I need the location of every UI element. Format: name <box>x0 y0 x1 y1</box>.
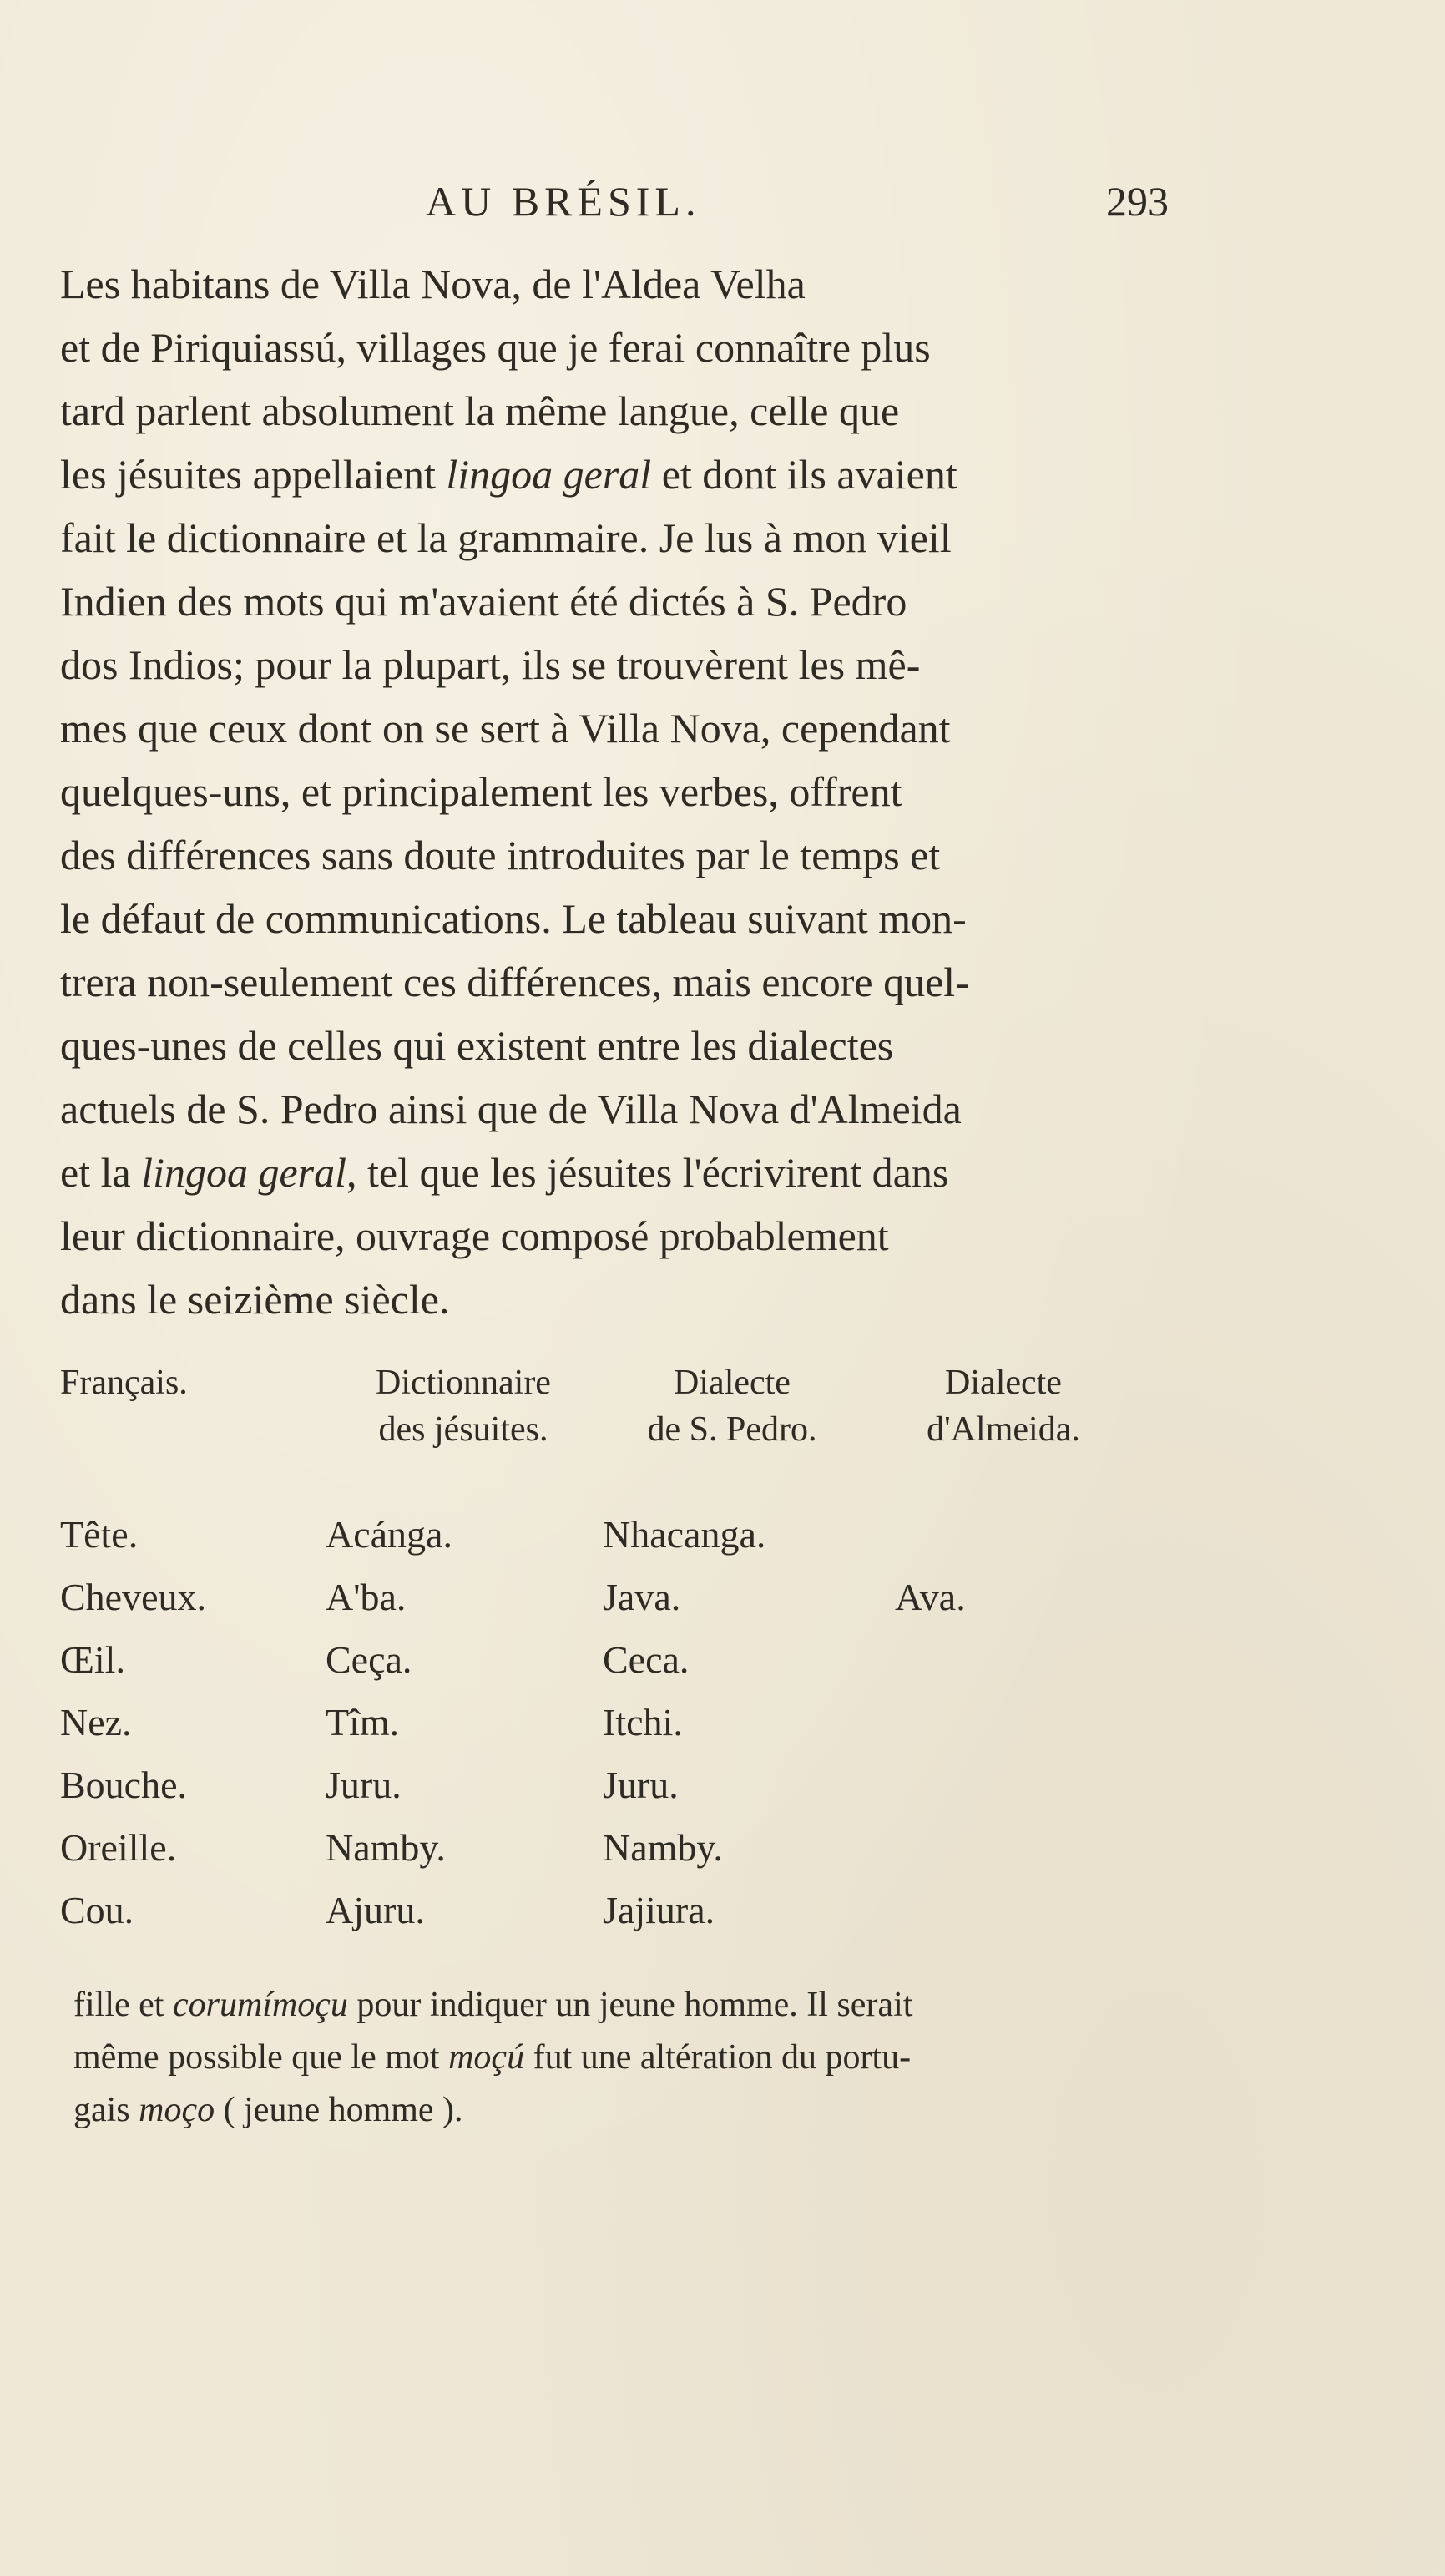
cell-francais: Cheveux. <box>60 1576 207 1618</box>
footnote-line: fille et corumímoçu pour indiquer un jeune homme. Il serait <box>73 1986 913 2024</box>
italic-term: moço <box>139 2091 215 2129</box>
cell-francais: Œil. <box>60 1638 125 1681</box>
cell-s-pedro: Jajiura. <box>603 1889 715 1931</box>
text-line: ques-unes de celles qui existent entre les dialectes <box>60 1022 894 1069</box>
text-line: le défaut de communications. Le tableau suivant mon- <box>60 895 967 942</box>
text-line: quelques-uns, et principalement les verbes, offrent <box>60 768 902 815</box>
column-header-almeida: Dialecte d'Almeida. <box>927 1364 1080 1449</box>
footnote <box>73 1979 1160 2137</box>
column-header-francais: Français. <box>60 1364 188 1402</box>
italic-term: moçú <box>448 2038 525 2077</box>
table-row <box>60 1628 1159 1691</box>
text-line: et la lingoa geral, tel que les jésuites l'écrivirent dans <box>60 1149 949 1196</box>
text-line: et de Piriquiassú, villages que je ferai connaître plus <box>60 324 931 371</box>
cell-almeida: Ava. <box>895 1576 966 1618</box>
cell-francais: Nez. <box>60 1701 132 1743</box>
text-line: actuels de S. Pedro ainsi que de Villa Nova d'Almeida <box>60 1086 962 1132</box>
cell-dictionnaire: A'ba. <box>326 1576 407 1618</box>
cell-francais: Oreille. <box>60 1826 177 1869</box>
cell-dictionnaire: Acánga. <box>326 1513 452 1556</box>
page-number: 293 <box>1106 178 1169 225</box>
table-body <box>60 1503 1159 1941</box>
cell-dictionnaire: Ceça. <box>326 1638 412 1681</box>
text-line: Les habitans de Villa Nova, de l'Aldea Velha <box>60 261 806 307</box>
body-paragraph <box>60 252 1159 1331</box>
footnote-line: même possible que le mot moçú fut une altération du portu- <box>73 2038 912 2077</box>
cell-s-pedro: Nhacanga. <box>603 1513 766 1556</box>
cell-francais: Cou. <box>60 1889 134 1931</box>
cell-s-pedro: Itchi. <box>603 1701 683 1743</box>
vocabulary-table <box>60 1359 1159 1941</box>
table-row <box>60 1816 1159 1879</box>
text-line: des différences sans doute introduites par le temps et <box>60 832 941 878</box>
text-line: les jésuites appellaient lingoa geral et dont ils avaient <box>60 451 957 498</box>
cell-s-pedro: Juru. <box>603 1764 679 1806</box>
table-row <box>60 1503 1159 1566</box>
text-line: Indien des mots qui m'avaient été dictés à S. Pedro <box>60 578 907 625</box>
column-header-dictionnaire: Dictionnaire des jésuites. <box>376 1364 551 1449</box>
cell-s-pedro: Ceca. <box>603 1638 690 1681</box>
italic-term: corumímoçu <box>172 1986 348 2024</box>
italic-term: lingoa geral <box>141 1149 346 1196</box>
cell-dictionnaire: Namby. <box>326 1826 446 1869</box>
column-header-s-pedro: Dialecte de S. Pedro. <box>647 1364 817 1449</box>
running-title: AU BRÉSIL. <box>426 178 701 225</box>
footnote-line: gais moço ( jeune homme ). <box>73 2091 463 2129</box>
cell-francais: Bouche. <box>60 1764 188 1806</box>
text-line: mes que ceux dont on se sert à Villa Nova, cependant <box>60 705 951 752</box>
table-header <box>60 1359 1159 1468</box>
cell-dictionnaire: Ajuru. <box>326 1889 425 1931</box>
text-line: dans le seizième siècle. <box>60 1276 450 1323</box>
running-head <box>426 177 1169 235</box>
table-row <box>60 1691 1159 1754</box>
table-row <box>60 1566 1159 1628</box>
text-line: trera non-seulement ces différences, mais encore quel- <box>60 959 969 1005</box>
text-line: tard parlent absolument la même langue, celle que <box>60 387 900 434</box>
text-line: fait le dictionnaire et la grammaire. Je lus à mon vieil <box>60 514 952 561</box>
cell-dictionnaire: Juru. <box>326 1764 402 1806</box>
table-row <box>60 1754 1159 1816</box>
cell-s-pedro: Namby. <box>603 1826 723 1869</box>
italic-term: lingoa geral <box>446 451 652 498</box>
cell-francais: Tête. <box>60 1513 139 1556</box>
text-line: dos Indios; pour la plupart, ils se trouvèrent les mê- <box>60 641 921 688</box>
cell-s-pedro: Java. <box>603 1576 681 1618</box>
cell-dictionnaire: Tîm. <box>326 1701 400 1743</box>
text-line: leur dictionnaire, ouvrage composé probablement <box>60 1212 889 1259</box>
table-row <box>60 1879 1159 1941</box>
